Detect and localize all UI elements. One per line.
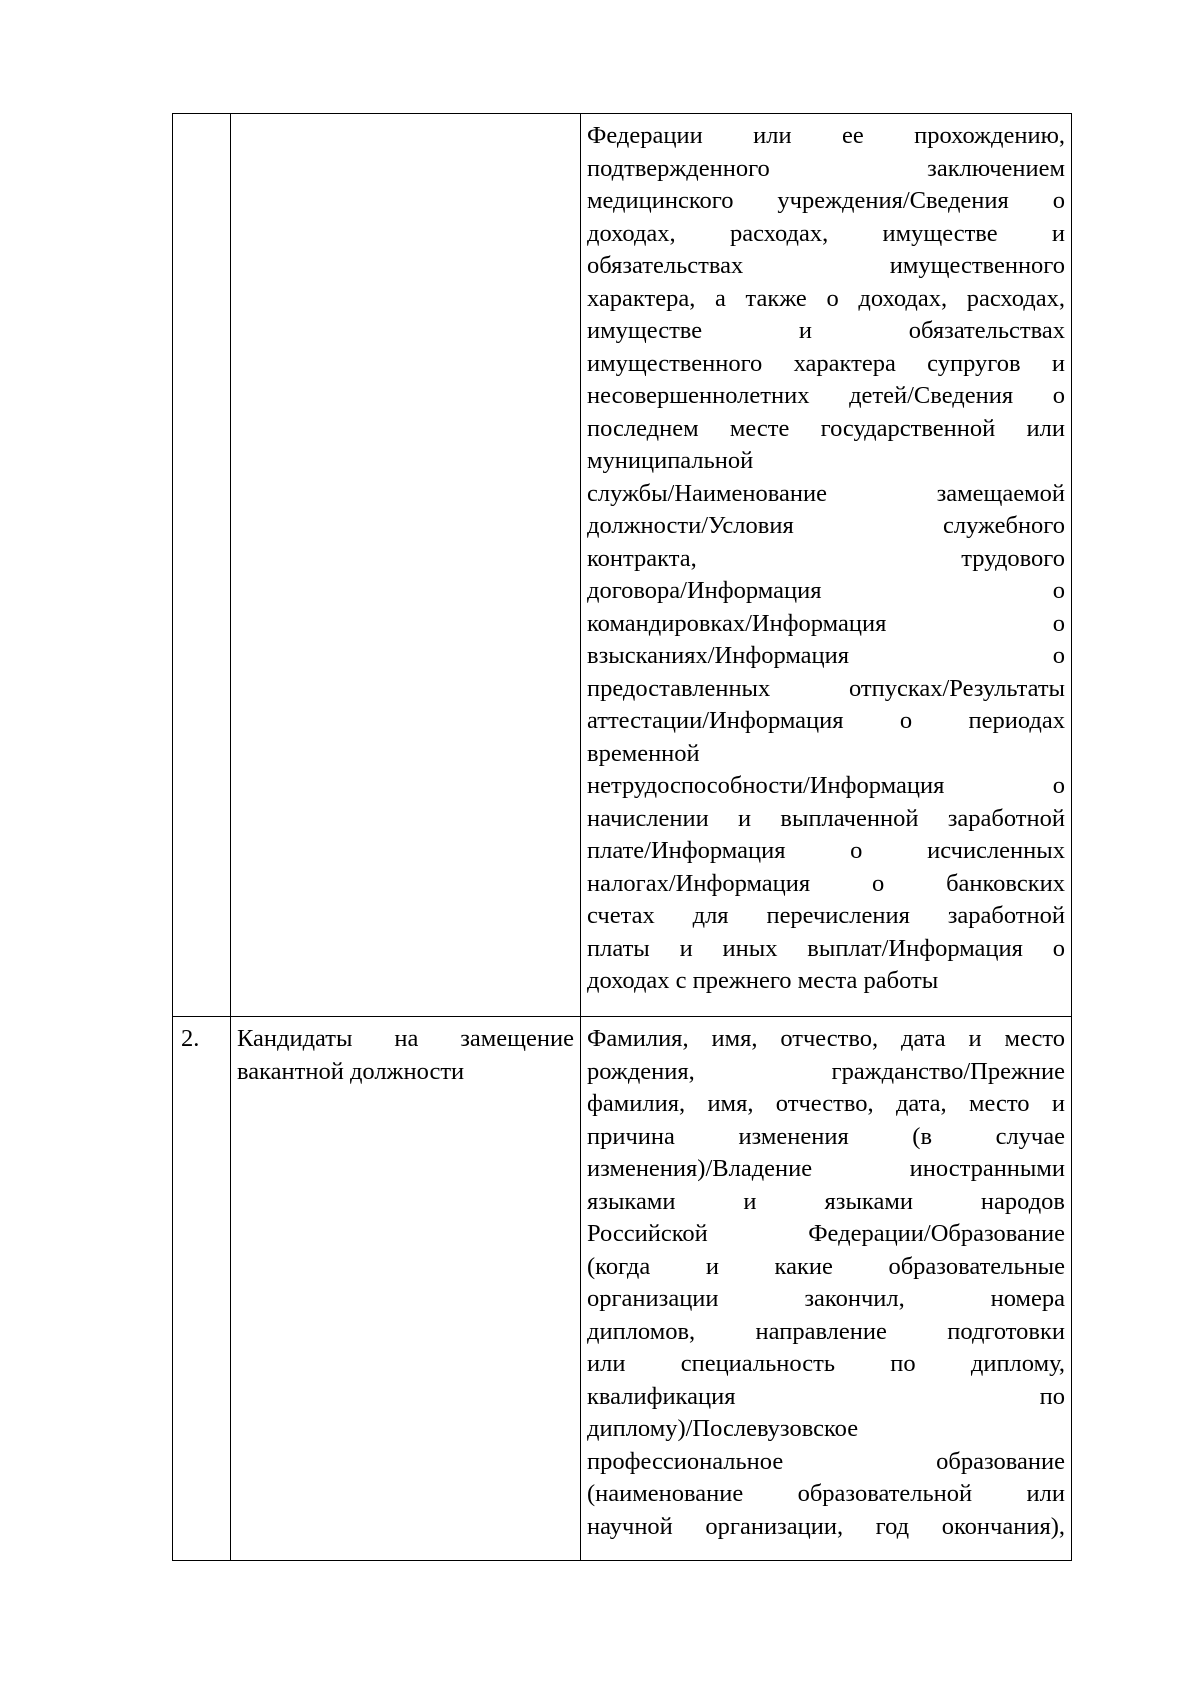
data-text-line: Федерации или ее прохождению, xyxy=(587,122,1065,149)
data-text-line: доходах с прежнего места работы xyxy=(587,967,939,994)
data-text-line: взысканиях/Информация о xyxy=(587,642,1065,669)
data-text-line: налогах/Информация о банковских xyxy=(587,869,1065,897)
row-number-cell xyxy=(173,1017,231,1561)
data-text-line: научной организации, год окончания), xyxy=(587,1512,1065,1540)
category-cell xyxy=(231,114,581,1017)
data-text-line: службы/Наименование замещаемой xyxy=(587,479,1065,507)
data-text-line: договора/Информация о xyxy=(587,577,1065,604)
data-text-line: или специальность по диплому, xyxy=(587,1350,1065,1377)
data-text-line: доходах, расходах, имуществе и xyxy=(587,219,1065,247)
data-text-line: квалификация по xyxy=(587,1382,1065,1410)
data-text-line: муниципальной xyxy=(587,447,754,474)
row-number: 2. xyxy=(181,1025,200,1052)
data-text-line: последнем месте государственной или xyxy=(587,414,1065,442)
data-text-line: контракта, трудового xyxy=(587,544,1065,572)
data-text-line: (наименование образовательной или xyxy=(587,1480,1065,1507)
data-text-line: несовершеннолетних детей/Сведения о xyxy=(587,382,1065,409)
data-text-line: диплому)/Послевузовское xyxy=(587,1415,859,1442)
data-text-line: дипломов, направление подготовки xyxy=(587,1317,1065,1345)
category-text-line: вакантной должности xyxy=(237,1057,465,1085)
category-cell xyxy=(231,1017,581,1561)
data-text-line: нетрудоспособности/Информация о xyxy=(587,772,1065,799)
data-text-line: счетах для перечисления заработной xyxy=(587,902,1065,929)
data-list-cell xyxy=(581,114,1072,1017)
personal-data-table xyxy=(172,113,1072,1561)
data-text-line: характера, а также о доходах, расходах, xyxy=(587,284,1065,312)
data-text-line: языками и языками народов xyxy=(587,1187,1065,1215)
data-text-line: начислении и выплаченной заработной xyxy=(587,804,1065,832)
table-row xyxy=(173,1017,1072,1561)
category-text-line: Кандидаты на замещение xyxy=(237,1025,574,1052)
data-text-line: Российской Федерации/Образование xyxy=(587,1220,1065,1247)
data-list-cell xyxy=(581,1017,1072,1561)
data-text-line: профессиональное образование xyxy=(587,1447,1065,1475)
data-text-line: плате/Информация о исчисленных xyxy=(587,837,1065,864)
row-number-cell xyxy=(173,114,231,1017)
data-text-line: медицинского учреждения/Сведения о xyxy=(587,187,1065,214)
data-text-line: Фамилия, имя, отчество, дата и место xyxy=(587,1025,1065,1052)
data-text-line: изменения)/Владение иностранными xyxy=(587,1155,1065,1182)
data-text-line: рождения, гражданство/Прежние xyxy=(587,1057,1065,1085)
data-text-line: (когда и какие образовательные xyxy=(587,1252,1065,1280)
data-text-line: платы и иных выплат/Информация о xyxy=(587,934,1065,962)
data-text-line: предоставленных отпусках/Результаты xyxy=(587,674,1065,702)
data-text-line: должности/Условия служебного xyxy=(587,512,1065,539)
data-text-line: имуществе и обязательствах xyxy=(587,317,1065,344)
data-text-line: организации закончил, номера xyxy=(587,1285,1065,1312)
data-text-line: временной xyxy=(587,739,700,767)
data-text-line: аттестации/Информация о периодах xyxy=(587,707,1065,734)
table-row xyxy=(173,114,1072,1017)
data-text-line: подтвержденного заключением xyxy=(587,154,1065,182)
data-text-line: фамилия, имя, отчество, дата, место и xyxy=(587,1090,1065,1117)
data-text-line: обязательствах имущественного xyxy=(587,252,1065,279)
data-text-line: командировках/Информация о xyxy=(587,609,1065,637)
data-text-line: имущественного характера супругов и xyxy=(587,349,1065,377)
data-text-line: причина изменения (в случае xyxy=(587,1122,1065,1150)
